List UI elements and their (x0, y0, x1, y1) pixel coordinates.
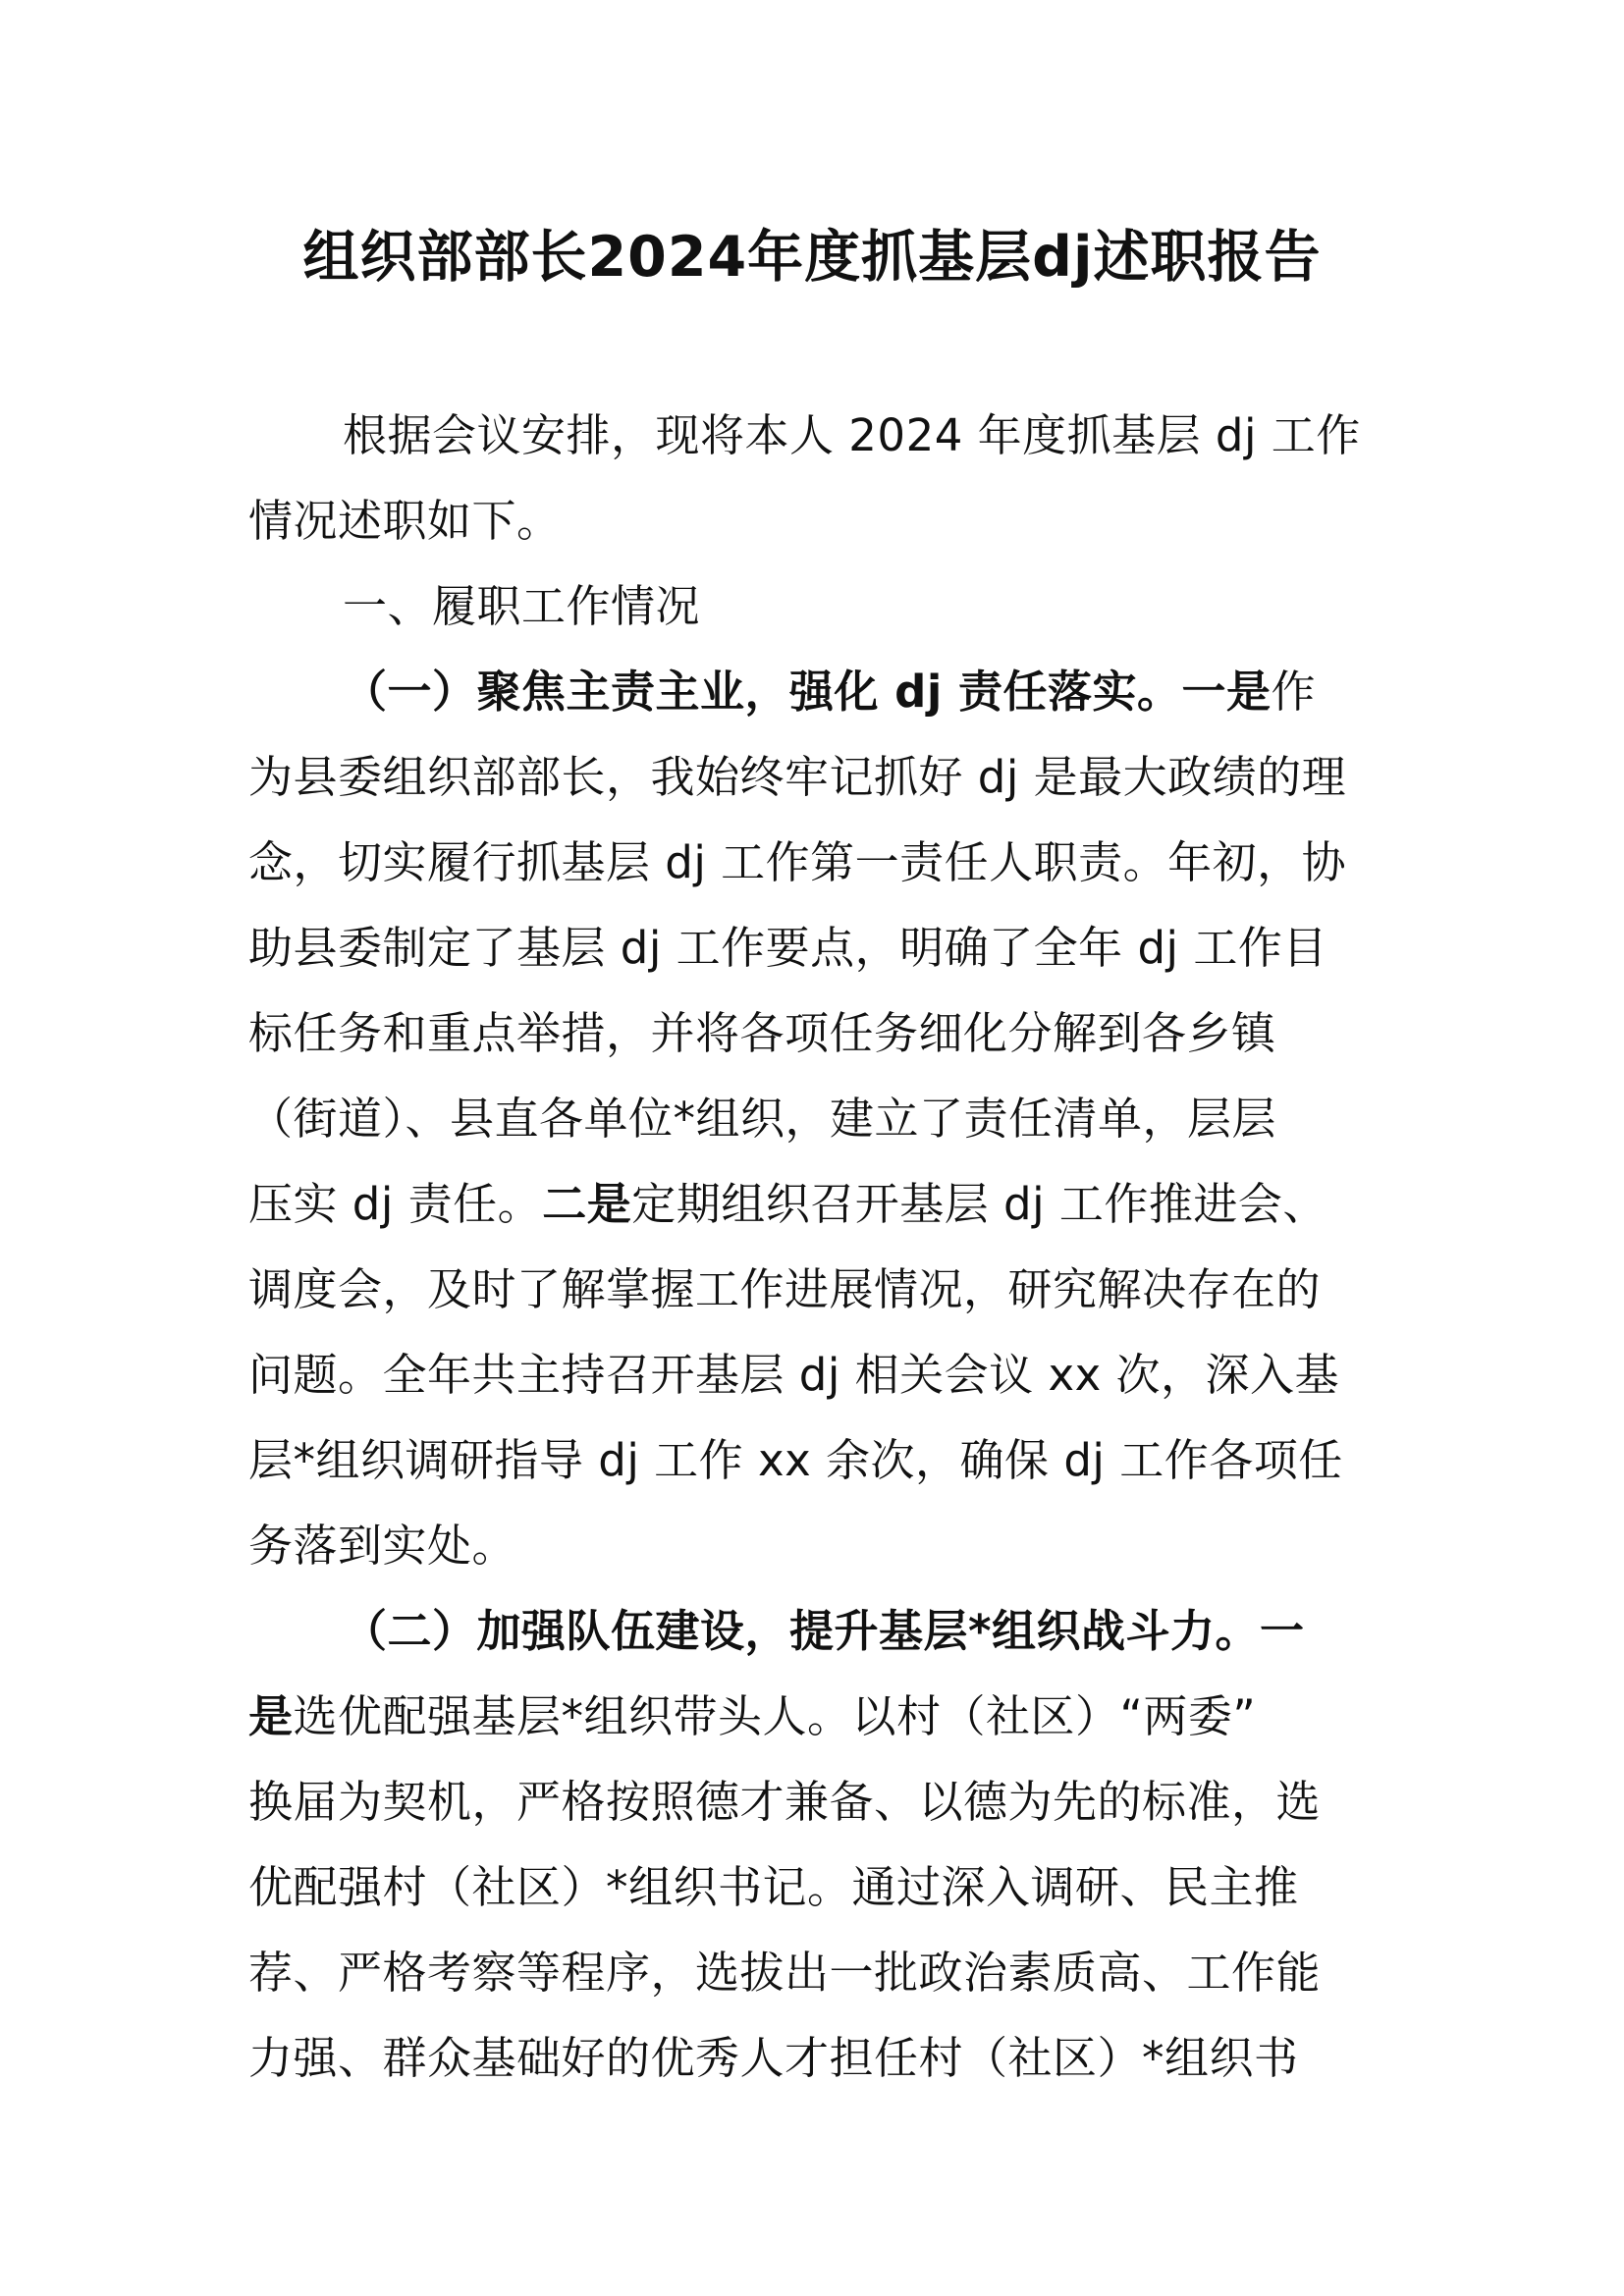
text-line (248, 1161, 1407, 1247)
text-line (248, 734, 1407, 820)
text-line (248, 820, 1407, 905)
text-run: 标任务和重点举措，并将各项任务细化分解到各乡镇 (248, 1007, 1276, 1059)
text-line (248, 1674, 1407, 1759)
document-title: 组织部部长2024年度抓基层dj述职报告 (302, 225, 1322, 290)
text-line (248, 1076, 1407, 1161)
bold-text-run: （二）加强队伍建设，提升基层*组织战斗力。一 (343, 1605, 1305, 1657)
text-run: 优配强村（社区）*组织书记。通过深入调研、民主推 (248, 1861, 1299, 1913)
text-line (248, 563, 1407, 649)
text-line (248, 1844, 1407, 1930)
text-line (248, 1332, 1407, 1417)
text-run: 念，切实履行抓基层 dj 工作第一责任人职责。年初，协 (248, 836, 1347, 888)
text-run: （街道）、县直各单位*组织，建立了责任清单，层层 (248, 1093, 1277, 1145)
text-line (248, 478, 1407, 563)
text-run: 力强、群众基础好的优秀人才担任村（社区）*组织书 (248, 2032, 1299, 2084)
text-line (248, 1930, 1407, 2015)
text-line (248, 1503, 1407, 1588)
text-run: 选优配强基层*组织带头人。以村（社区）“两委” (293, 1690, 1257, 1742)
text-run: 务落到实处。 (248, 1520, 517, 1572)
text-line (248, 1247, 1407, 1332)
text-run: 作 (1271, 666, 1316, 718)
text-run: 调度会，及时了解掌握工作进展情况，研究解决存在的 (248, 1263, 1322, 1315)
text-run: 压实 dj 责任。 (248, 1178, 543, 1230)
bold-text-run: 二是 (542, 1178, 632, 1230)
text-line (248, 1417, 1407, 1503)
text-run: 问题。全年共主持召开基层 dj 相关会议 xx 次，深入基 (248, 1349, 1340, 1401)
text-run: 定期组织召开基层 dj 工作推进会、 (631, 1178, 1327, 1230)
text-line (248, 393, 1407, 478)
text-run: 助县委制定了基层 dj 工作要点，明确了全年 dj 工作目 (248, 922, 1327, 974)
text-run: 换届为契机，严格按照德才兼备、以德为先的标准，选 (248, 1776, 1322, 1828)
bold-text-run: 是 (248, 1690, 294, 1742)
bold-text-run: （一）聚焦主责主业，强化 dj 责任落实。一是 (343, 666, 1272, 718)
text-run: 一、履职工作情况 (343, 580, 701, 632)
text-run: 情况述职如下。 (248, 495, 562, 547)
text-line (248, 1759, 1407, 1844)
text-run: 荐、严格考察等程序，选拔出一批政治素质高、工作能 (248, 1947, 1322, 1999)
text-line (248, 2015, 1407, 2101)
document-body (248, 393, 1407, 2101)
text-line (248, 905, 1407, 990)
text-line (248, 990, 1407, 1076)
text-run: 根据会议安排，现将本人 2024 年度抓基层 dj 工作 (343, 409, 1361, 461)
text-line (248, 649, 1407, 734)
text-run: 层*组织调研指导 dj 工作 xx 余次，确保 dj 工作各项任 (248, 1434, 1343, 1486)
text-run: 为县委组织部部长，我始终牢记抓好 dj 是最大政绩的理 (248, 751, 1347, 803)
text-line (248, 1588, 1407, 1674)
